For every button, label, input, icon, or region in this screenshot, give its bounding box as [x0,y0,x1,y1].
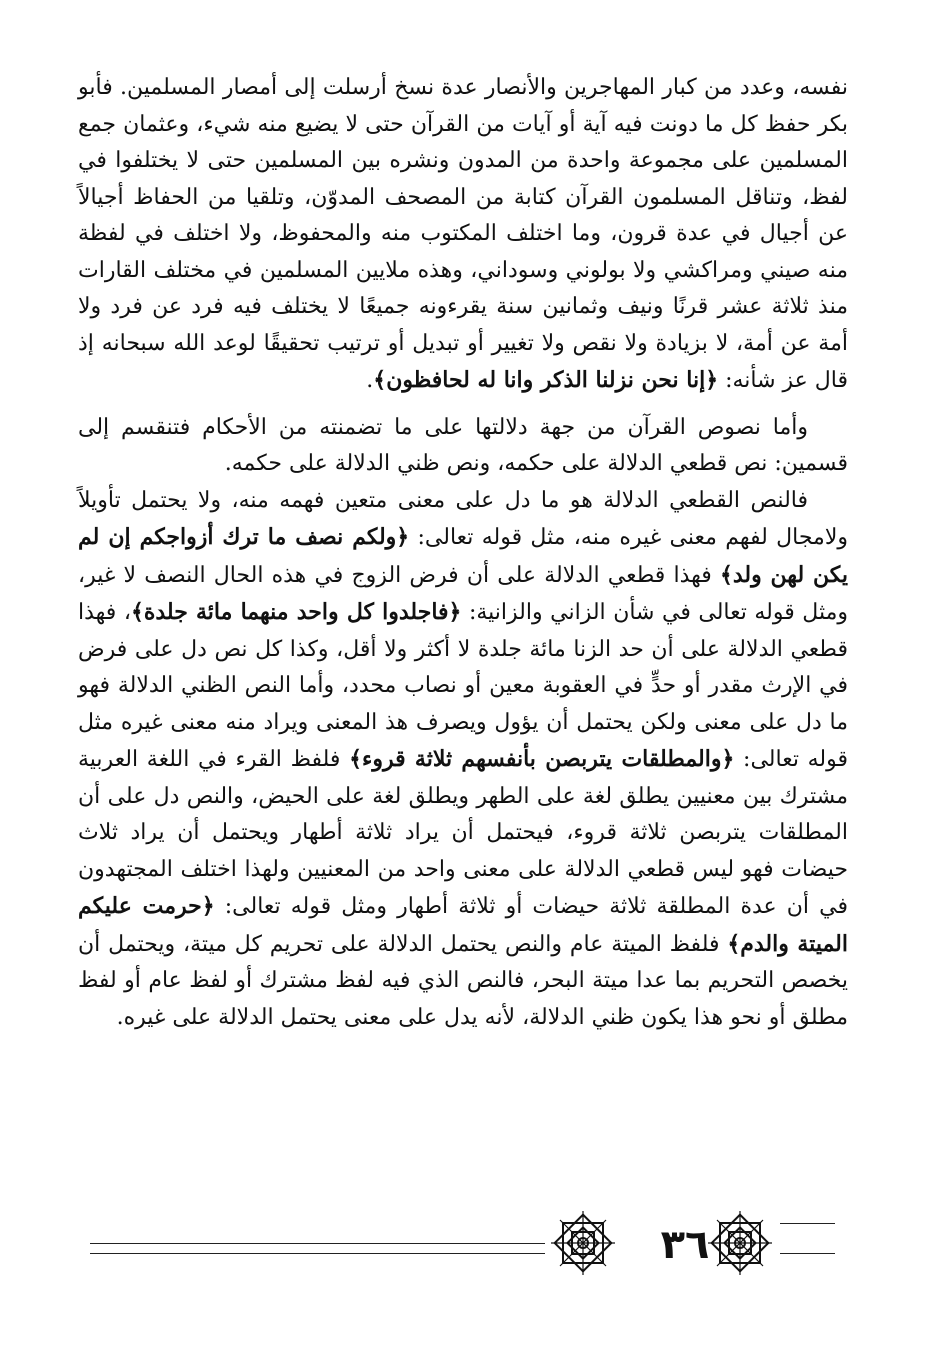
paragraph-3-text-4: فلفظ القرء في اللغة العربية مشترك بين معنيين يطلق لغة على الطهر ويطلق لغة على الحيض، والنص دل على أن المطلقات يتربصن ثلاثة قروء، فيحتمل أن يراد ثلاثة أطهار ويحتمل أن يراد ثلاث حيضات فهو ليس قطعي الدلالة على معنى واحد من المعنيين ولهذا اختلف المجتهدون في أن عدة المطلقة ثلاثة حيضات أو ثلاثة أطهار ومثل قوله تعالى: [78,747,848,919]
paragraph-2: وأما نصوص القرآن من جهة دلالتها على ما تضمنته من الأحكام فتنقسم إلى قسمين: نص قطعي الدلالة على حكمه، ونص ظني الدلالة على حكمه. [78,414,848,476]
footer-rule-left-bottom [90,1253,545,1254]
paragraph-3 [78,483,848,1037]
star-ornament-icon [548,1208,618,1278]
quran-verse: ﴿فاجلدوا كل واحد منهما مائة جلدة﴾ [130,599,462,625]
star-ornament-icon [705,1208,775,1278]
footer-rule-left-top [90,1243,545,1244]
quran-verse: ﴿ولكم نصف ما ترك أزواجكم إن لم يكن لهن ولد﴾ [78,524,848,588]
paragraph-1 [78,70,848,400]
page-number: ٣٦ [660,1222,710,1268]
paragraph-3-text-5: فلفظ الميتة عام والنص يحتمل الدلالة على تحريم كل ميتة، ويحتمل أن يخصص التحريم بما عدا ميتة البحر، فالنص الذي فيه لفظ مشترك أو لفظ عام أو لفظ مطلق أو نحو هذا يكون ظني الدلالة، لأنه يدل على معنى يحتمل الدلالة على غيره. [78,931,848,1030]
quran-verse: ﴿إنا نحن نزلنا الذكر وانا له لحافظون﴾ [373,367,719,393]
footer-rule-right-bottom [780,1253,835,1254]
page-body [78,70,848,1036]
paragraph-3-text-1: فالنص القطعي الدلالة هو ما دل على معنى متعين فهمه منه، ولا يحتمل تأويلاً ولامجال لفهم معنى غيره منه، مثل قوله تعالى: [78,487,848,550]
paragraph-3-text-2: فهذا قطعي الدلالة على أن فرض الزوج في هذه الحال النصف لا غير، ومثل قوله تعالى في شأن الزاني والزانية: [78,562,848,625]
page-footer [90,1205,835,1285]
quran-verse: ﴿والمطلقات يتربصن بأنفسهم ثلاثة قروء﴾ [349,746,735,772]
paragraph-3-text-3: ، فهذا قطعي الدلالة على أن حد الزنا مائة جلدة لا أكثر ولا أقل، وكذا كل نص دل على فرض في الإرث مقدر أو حدٍّ في العقوبة معين أو نصاب محدد، وأما النص الظني الدلالة فهو ما دل على معنى ولكن يحتمل أن يؤول ويصرف هذ المعنى ويراد منه معنى غيره مثل قوله تعالى: [78,600,848,772]
quran-verse: ﴿حرمت عليكم الميتة والدم﴾ [78,893,848,957]
paragraph-1-text: نفسه، وعدد من كبار المهاجرين والأنصار عدة نسخ أرسلت إلى أمصار المسلمين. فأبو بكر حفظ كل ما دونت فيه آية أو آيات من القرآن حتى لا يضيع منه شيء، وعثمان جمع المسلمين على مجموعة واحدة من المدون ونشره بين المسلمين حتى لا يختلفوا في لفظ، وتناقل المسلمون القرآن كتابة من المصحف المدوّن، وتلقيا من الحفاظ أجيالاً عن أجيال في عدة قرون، وما اختلف المكتوب منه والمحفوظ، ولا اختلف في لفظة منه صيني ومراكشي ولا بولوني وسوداني، وهذه ملايين المسلمين في مختلف القارات منذ ثلاثة عشر قرنًا ونيف وثمانين سنة يقرءونه جميعًا لا يختلف فيه فرد عن فرد ولا أمة عن أمة، لا بزيادة ولا نقص ولا تغيير أو تبديل أو ترتيب تحقيقًا لوعد الله سبحانه إذ قال عز شأنه: [78,75,848,393]
paragraph-1-end: . [366,368,374,393]
footer-rule-right-top [780,1223,835,1224]
